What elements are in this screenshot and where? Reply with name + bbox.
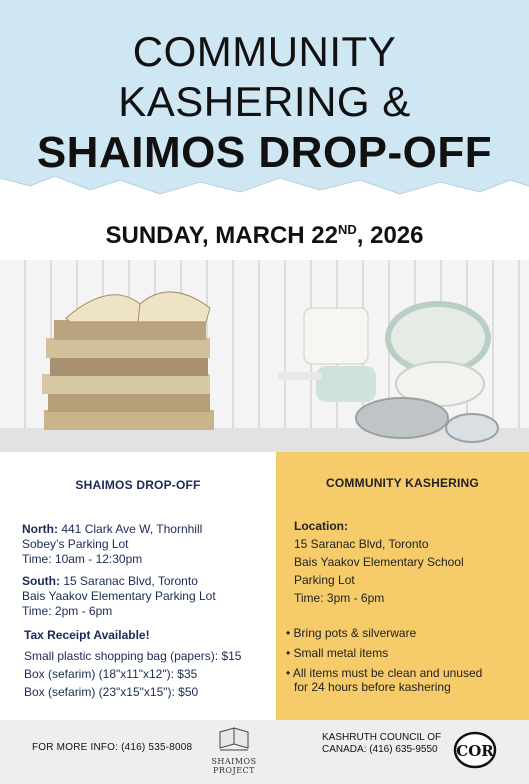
kashering-heading: COMMUNITY KASHERING (326, 476, 479, 490)
kashering-address: 15 Saranac Blvd, Toronto (294, 537, 429, 551)
bullet-clean-cont: for 24 hours before kashering (294, 680, 451, 694)
date-suffix: ND (337, 222, 357, 237)
south-line (22, 574, 198, 589)
cor-logo-text: COR (456, 742, 494, 760)
title-line-2: KASHERING & (118, 78, 411, 125)
date-main: SUNDAY, MARCH 22 (105, 222, 338, 249)
south-lot: Bais Yaakov Elementary Parking Lot (22, 589, 216, 603)
bullet-clean: • All items must be clean and unused (286, 666, 483, 680)
price-box-large: Box (sefarim) (23"x15"x15"): $50 (24, 685, 199, 699)
south-time: Time: 2pm - 6pm (22, 604, 113, 618)
kashering-lot: Parking Lot (294, 573, 355, 587)
north-line (22, 522, 202, 537)
shaimos-project-logo (206, 726, 262, 780)
location-label: Location: (294, 519, 348, 533)
book-icon (218, 726, 250, 752)
event-date (0, 222, 529, 250)
cor-logo (452, 728, 498, 770)
kashruth-line1: KASHRUTH COUNCIL OF (322, 732, 442, 743)
bullet-metal: • Small metal items (286, 646, 389, 660)
shaimos-panel (0, 452, 276, 720)
more-info-phone: FOR MORE INFO: (416) 535-8008 (32, 742, 193, 753)
shaimos-heading: SHAIMOS DROP-OFF (75, 478, 201, 492)
north-label: North: (22, 522, 58, 536)
title-line-1: COMMUNITY (132, 28, 397, 75)
date-year: , 2026 (356, 222, 424, 249)
kashruth-line2: CANADA: (416) 635-9550 (322, 744, 438, 755)
shaimos-logo-line1: SHAIMOS (211, 757, 257, 766)
kashering-school: Bais Yaakov Elementary School (294, 555, 464, 569)
footer (0, 720, 529, 784)
hero-photo-books-and-pots (0, 260, 529, 452)
north-time: Time: 10am - 12:30pm (22, 552, 143, 566)
tax-receipt-note: Tax Receipt Available! (24, 628, 150, 642)
shaimos-logo-line2: PROJECT (213, 766, 255, 775)
north-lot: Sobey’s Parking Lot (22, 537, 129, 551)
south-label: South: (22, 574, 60, 588)
kashruth-council (322, 732, 441, 756)
kashering-time: Time: 3pm - 6pm (294, 591, 385, 605)
price-bag: Small plastic shopping bag (papers): $15 (24, 649, 242, 663)
price-box-small: Box (sefarim) (18"x11"x12"): $35 (24, 667, 198, 681)
north-address: 441 Clark Ave W, Thornhill (58, 522, 203, 536)
title-line-3: SHAIMOS DROP-OFF (36, 128, 493, 177)
kashering-panel (276, 452, 529, 720)
bullet-pots: • Bring pots & silverware (286, 626, 417, 640)
south-address: 15 Saranac Blvd, Toronto (60, 574, 198, 588)
